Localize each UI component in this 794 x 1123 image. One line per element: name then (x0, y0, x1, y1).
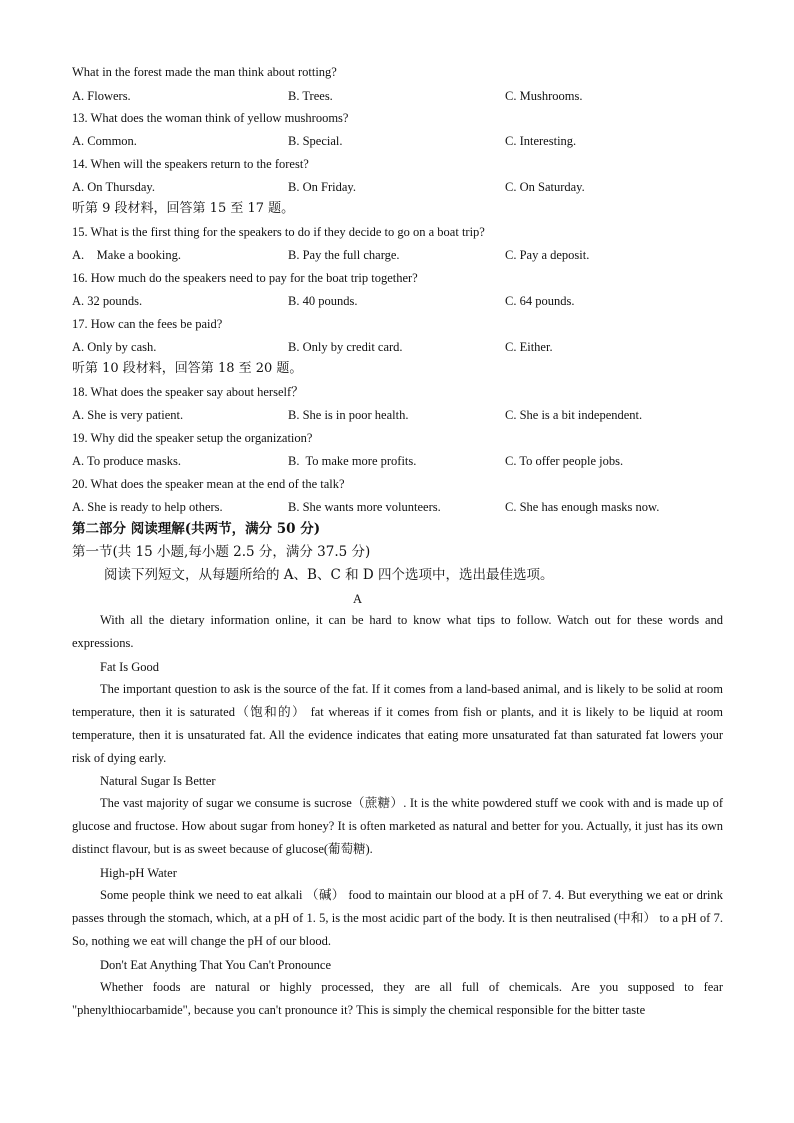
option-a: A. To produce masks. (72, 454, 181, 468)
question-17: 17. How can the fees be paid? (72, 317, 223, 331)
option-c: C. 64 pounds. (505, 294, 575, 308)
option-a: A. Flowers. (72, 89, 131, 103)
intro-paragraph: With all the dietary information online, it can be hard to know what tips to follow. Watch out for these words and expressions. (72, 613, 723, 650)
part-two-title: 第二部分 阅读理解(共两节，满分 50 分) (72, 521, 321, 537)
option-a: A. She is ready to help others. (72, 500, 223, 514)
passage-label: A (353, 592, 363, 606)
question-20: 20. What does the speaker mean at the end of the talk? (72, 477, 345, 491)
option-b: B. She is in poor health. (288, 408, 409, 422)
heading-high-ph-water: High-pH Water (100, 866, 177, 880)
option-c: C. She has enough masks now. (505, 500, 660, 514)
question-16: 16. How much do the speakers need to pay for the boat trip together? (72, 271, 418, 285)
paragraph-fat: The important question to ask is the source of the fat. If it comes from a land-based animal, and is likely to be solid at room temperature, then it is saturated（饱和的） fat whereas if it comes from fish or plants, and it is likely to be liquid at room temperature, then it is unsaturated fat. All the evidence indicates that eating more unsaturated fat than saturated fat lowers your risk of dying early. (72, 682, 723, 765)
heading-pronounce: Don't Eat Anything That You Can't Pronounce (100, 958, 332, 972)
question-14: 14. When will the speakers return to the forest? (72, 157, 309, 171)
option-b: B. 40 pounds. (288, 294, 358, 308)
option-a: A. Common. (72, 134, 137, 148)
option-b: B. She wants more volunteers. (288, 500, 441, 514)
option-c: C. On Saturday. (505, 180, 585, 194)
question-13: 13. What does the woman think of yellow mushrooms? (72, 111, 349, 125)
option-b: B. Pay the full charge. (288, 248, 400, 262)
option-b: B. To make more profits. (288, 454, 417, 468)
option-a: A. She is very patient. (72, 408, 184, 422)
option-b: B. Special. (288, 134, 343, 148)
option-c: C. Pay a deposit. (505, 248, 590, 262)
question-19: 19. Why did the speaker setup the organization? (72, 431, 313, 445)
option-c: C. Either. (505, 340, 553, 354)
option-a: A. Only by cash. (72, 340, 157, 354)
option-c: C. Mushrooms. (505, 89, 583, 103)
option-b: B. On Friday. (288, 180, 356, 194)
section-10-heading: 听第 10 段材料，回答第 18 至 20 题。 (72, 361, 303, 376)
option-b: B. Only by credit card. (288, 340, 403, 354)
option-c: C. Interesting. (505, 134, 577, 148)
reading-instructions: 阅读下列短文，从每题所给的 A、B、C 和 D 四个选项中，选出最佳选项。 (104, 567, 554, 583)
option-c: C. She is a bit independent. (505, 408, 643, 422)
section-9-heading: 听第 9 段材料，回答第 15 至 17 题。 (72, 201, 295, 216)
paragraph-ph: Some people think we need to eat alkali （碱） food to maintain our blood at a pH of 7. 4. But everything we eat or drink passes through the stomach, which, at a pH of 1. 5, is the most acidic part of the body. It is then neutralised (中和） to a pH of 7. So, nothing we eat will change the pH of our blood. (72, 888, 723, 948)
question-18: 18. What does the speaker say about herself？ (72, 385, 304, 399)
paragraph-chemicals: Whether foods are natural or highly processed, they are all full of chemicals. Are you supposed to fear "phenylthiocarbamide", because you can't pronounce it? This is simply the chemical responsible for the bitter taste (72, 980, 723, 1017)
heading-fat-is-good: Fat Is Good (100, 660, 160, 674)
option-c: C. To offer people jobs. (505, 454, 624, 468)
heading-natural-sugar: Natural Sugar Is Better (100, 774, 216, 788)
section-one-subtitle: 第一节(共 15 小题,每小题 2.5 分，满分 37.5 分) (72, 544, 371, 560)
question-15: 15. What is the first thing for the speakers to do if they decide to go on a boat trip? (72, 225, 485, 239)
question-12: What in the forest made the man think about rotting? (72, 65, 337, 79)
option-b: B. Trees. (288, 89, 333, 103)
option-a: A. 32 pounds. (72, 294, 143, 308)
option-a: A. On Thursday. (72, 180, 155, 194)
option-a: A. Make a booking. (72, 248, 182, 262)
paragraph-sugar: The vast majority of sugar we consume is sucrose（蔗糖）. It is the white powdered stuff we cook with and is made up of glucose and fructose. How about sugar from honey? It is often marketed as natural and better for you. Actually, it just has its own distinct flavour, but is as sweet because of glucose(葡萄糖). (72, 796, 723, 856)
